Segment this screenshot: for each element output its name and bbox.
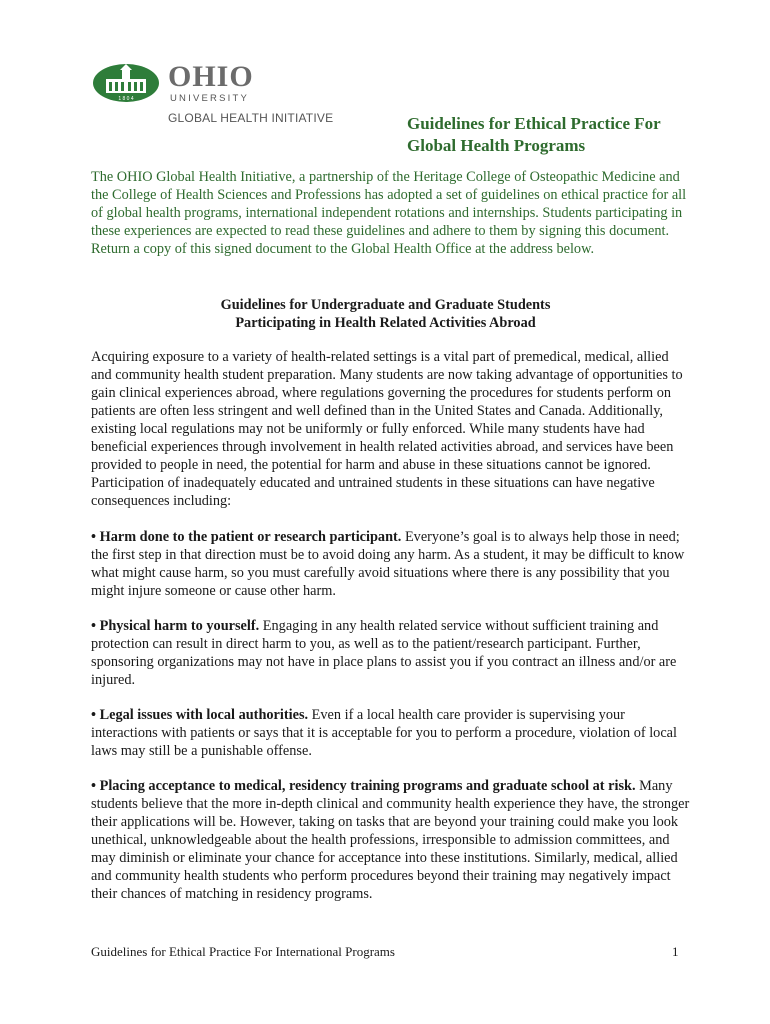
bullet-heading: • Legal issues with local authorities. — [91, 707, 309, 723]
section-heading-line-2: Participating in Health Related Activities Abroad — [235, 315, 536, 331]
bullet-text: Even if a local health care provider is supervising your interactions with patients or says that it is acceptable for you to perform a procedure, violation of local laws may still be a punishable offense. — [91, 707, 677, 759]
bullet-acceptance-risk — [91, 777, 691, 903]
logo-initiative: GLOBAL HEALTH INITIATIVE — [168, 111, 334, 125]
bullet-heading: • Physical harm to yourself. — [91, 618, 260, 634]
footer-title: Guidelines for Ethical Practice For International Programs — [91, 944, 395, 959]
logo-subtitle: UNIVERSITY — [170, 93, 250, 104]
title-line-1: Guidelines for Ethical Practice For — [407, 114, 661, 133]
section-heading-line-1: Guidelines for Undergraduate and Graduate Students — [220, 297, 551, 313]
page-number: 1 — [672, 944, 679, 959]
logo-name: OHIO — [168, 60, 254, 93]
intro-paragraph: The OHIO Global Health Initiative, a partnership of the Heritage College of Osteopathic Medicine and the College of Health Sciences and Professions has adopted a set of guidelines on ethical practice for all of global health programs, international independent rotations and internships. Students participating in these experiences are expected to read these guidelines and adhere to them by signing this document. Return a copy of this signed document to the Global Health Office at the address below. — [91, 169, 687, 257]
bullet-text: Engaging in any health related service without sufficient training and protection can result in direct harm to you, as well as to the patient/research participant. Further, sponsoring organizations may not have in place plans to assist you if you contract an illness and/or are injured. — [91, 618, 677, 688]
body-paragraph: Acquiring exposure to a variety of health-related settings is a vital part of premedical, medical, allied and community health student preparation. Many students are now taking advantage of opportunities to gain clinical experiences abroad, where regulations governing the procedures for students perform on patients are often less stringent and well defined than in the United States and Canada. Additionally, existing local regulations may not be uniformly or fully enforced. While many students have had beneficial experiences through involvement in health related activities abroad, and services have been provided to people in need, the potential for harm and abuse in these situations cannot be ignored. Participation of inadequately educated and untrained students in these situations can have negative consequences including: — [91, 349, 683, 509]
section-heading — [91, 296, 680, 332]
document-title — [407, 113, 707, 157]
title-line-2: Global Health Programs — [407, 136, 586, 155]
bullet-heading: • Harm done to the patient or research participant. — [91, 529, 402, 545]
seal-year: 1 8 0 4 — [118, 96, 134, 102]
bullet-physical-harm — [91, 617, 691, 689]
bullet-heading: • Placing acceptance to medical, residency training programs and graduate school at risk. — [91, 778, 636, 794]
university-seal-icon — [92, 63, 160, 103]
ohio-university-logo — [92, 60, 332, 130]
bullet-harm-to-patient — [91, 528, 691, 600]
bullet-legal-issues — [91, 706, 691, 760]
bullet-text: Many students believe that the more in-depth clinical and community health experience they have, the stronger their applications will be. However, taking on tasks that are beyond your training could make you look unethical, unknowledgeable about the health professions, irresponsible to admission committees, and may diminish or eliminate your chance for acceptance into these institutions. Similarly, medical, allied and community health students who perform procedures beyond their training may negatively impact their chances of matching in residency programs. — [91, 778, 690, 902]
bullet-text: Everyone’s goal is to always help those in need; the first step in that direction must be to avoid doing any harm. As a student, it may be difficult to know what might cause harm, so you must carefully avoid situations where there is any possibility that you might injure someone or cause other harm. — [91, 529, 685, 599]
